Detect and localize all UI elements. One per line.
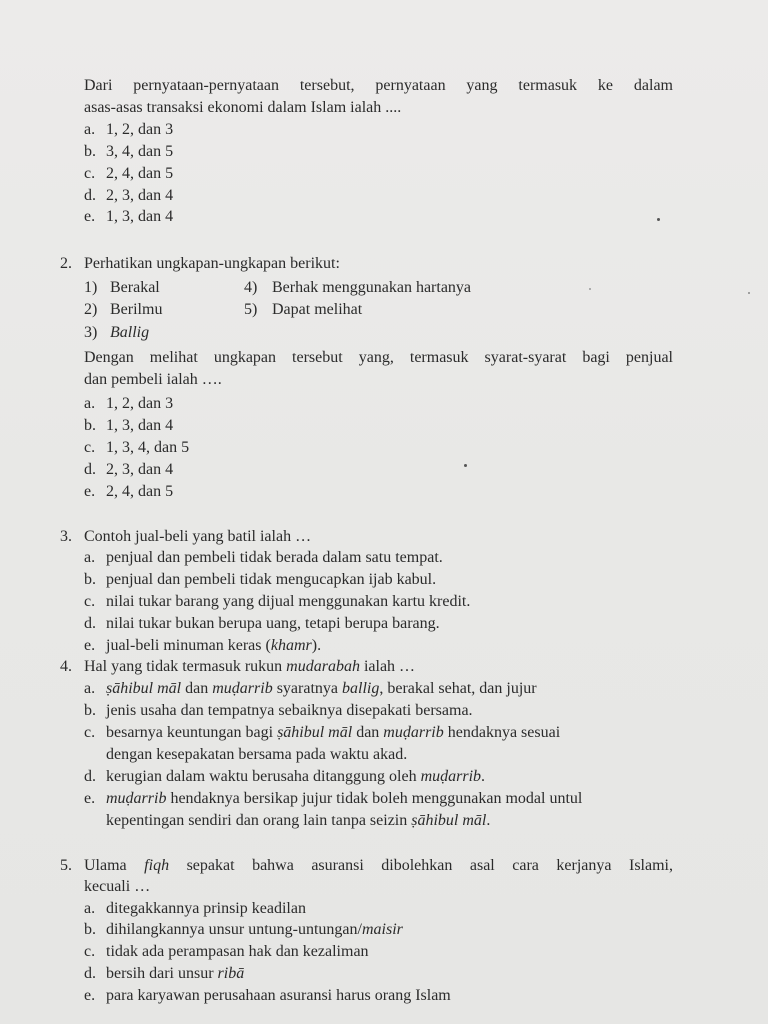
q2-stem: Perhatikan ungkapan-ungkapan berikut: [84, 255, 340, 272]
q4-option-c-line2: dengan kesepakatan bersama pada waktu akad. [106, 746, 408, 763]
q4-option-d: d. kerugian dalam waktu berusaha ditanggung oleh muḍarrib. [84, 768, 486, 785]
q4-option-b: b. jenis usaha dan tempatnya sebaiknya disepakati bersama. [84, 702, 473, 719]
q3-option-b: b. penjual dan pembeli tidak mengucapkan ijab kabul. [84, 571, 437, 588]
q2-question-line1: Dengan melihat ungkapan tersebut yang, termasuk syarat-syarat bagi penjual [84, 349, 673, 366]
q4-number: 4. [60, 658, 72, 675]
q1-stem-line2: asas-asas transaksi ekonomi dalam Islam ialah .... [84, 99, 402, 116]
q3-option-a: a. penjual dan pembeli tidak berada dalam satu tempat. [84, 549, 443, 566]
q5-stem-line2: kecuali … [84, 878, 151, 895]
q2-option-b: b. 1, 3, dan 4 [84, 417, 174, 434]
q5-option-e: e. para karyawan perusahaan asuransi harus orang Islam [84, 987, 451, 1004]
q5-option-c: c. tidak ada perampasan hak dan kezaliman [84, 943, 369, 960]
q2-item-2: 2) Berilmu [84, 301, 163, 318]
q4-option-c: c. besarnya keuntungan bagi ṣāhibul māl dan muḍarrib hendaknya sesuai [84, 724, 561, 741]
scan-speck [657, 218, 660, 221]
q1-stem-line1: Dari pernyataan-pernyataan tersebut, pernyataan yang termasuk ke dalam [84, 77, 673, 94]
q3-stem: Contoh jual-beli yang batil ialah … [84, 528, 312, 545]
q5-option-d: d. bersih dari unsur ribā [84, 965, 245, 982]
q2-option-c: c. 1, 3, 4, dan 5 [84, 439, 190, 456]
q2-question-line2: dan pembeli ialah …. [84, 371, 222, 388]
q1-option-c: c. 2, 4, dan 5 [84, 165, 174, 182]
scan-speck [464, 464, 467, 467]
q2-option-d: d. 2, 3, dan 4 [84, 461, 174, 478]
q2-option-e: e. 2, 4, dan 5 [84, 483, 174, 500]
q5-option-a: a. ditegakkannya prinsip keadilan [84, 900, 306, 917]
q5-option-b: b. dihilangkannya unsur untung-untungan/maisir [84, 921, 403, 938]
q3-number: 3. [60, 528, 72, 545]
q4-option-a: a. ṣāhibul māl dan muḍarrib syaratnya ballig, berakal sehat, dan jujur [84, 680, 537, 697]
q1-option-e: e. 1, 3, dan 4 [84, 208, 174, 225]
q4-option-e-line2: kepentingan sendiri dan orang lain tanpa seizin ṣāhibul māl. [106, 812, 491, 829]
q1-option-a: a. 1, 2, dan 3 [84, 121, 174, 138]
q4-stem: Hal yang tidak termasuk rukun mudarabah ialah … [84, 658, 416, 675]
q2-number: 2. [60, 255, 72, 272]
q3-option-c: c. nilai tukar barang yang dijual menggunakan kartu kredit. [84, 593, 471, 610]
q2-item-4: 4) Berhak menggunakan hartanya [244, 279, 472, 296]
q1-option-d: d. 2, 3, dan 4 [84, 187, 174, 204]
q1-option-b: b. 3, 4, dan 5 [84, 143, 174, 160]
q2-item-1: 1) Berakal [84, 279, 160, 296]
q4-option-e: e. muḍarrib hendaknya bersikap jujur tidak boleh menggunakan modal untul [84, 790, 583, 807]
scan-speck [748, 292, 750, 294]
scan-speck [589, 288, 591, 290]
q3-option-d: d. nilai tukar bukan berupa uang, tetapi berupa barang. [84, 615, 440, 632]
q2-item-5: 5) Dapat melihat [244, 301, 363, 318]
q5-stem-line1: Ulama fiqh sepakat bahwa asuransi dibolehkan asal cara kerjanya Islami, [84, 857, 673, 874]
q2-option-a: a. 1, 2, dan 3 [84, 395, 174, 412]
q3-option-e: e. jual-beli minuman keras (khamr). [84, 637, 322, 654]
q2-item-3: 3) Ballig [84, 324, 150, 341]
q5-number: 5. [60, 857, 72, 874]
